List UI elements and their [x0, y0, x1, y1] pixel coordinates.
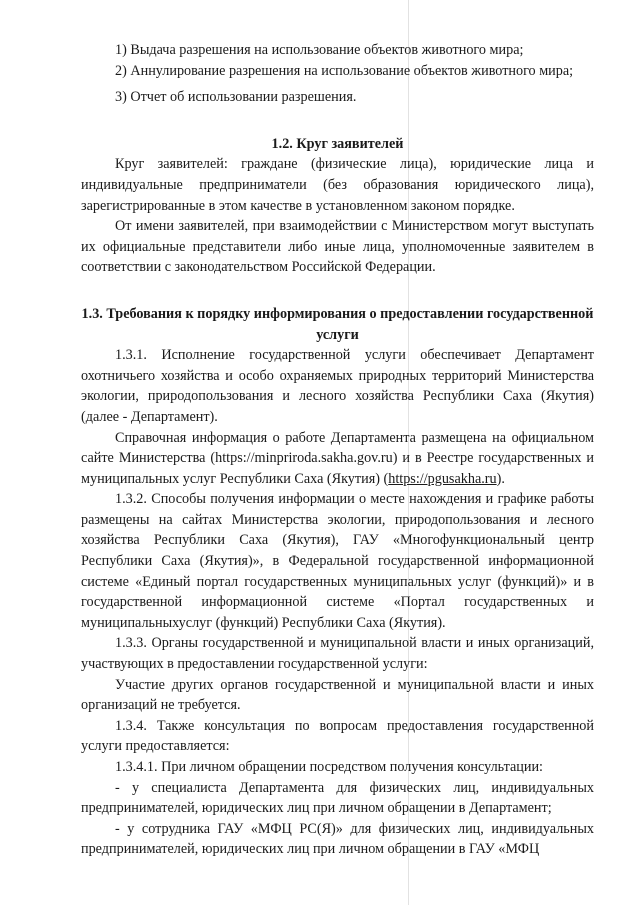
- reference-info-text: Справочная информация о работе Департамента размещена на официальном сайте Министерства (https://minpriroda.sakha.gov.ru) и в Реестре государственных и муниципальных услуг Республики Саха (Якутия) (: [81, 429, 594, 487]
- paragraph-1-3-4: 1.3.4. Также консультация по вопросам предоставления государственной услуги предоставляется:: [81, 717, 594, 755]
- applicants-paragraph: Круг заявителей: граждане (физические лица), юридические лица и индивидуальные предприниматели (без образования юридического лица), зарегистрированные в этом качестве в установленном законом порядке.: [81, 156, 594, 214]
- reference-info-end: ).: [496, 470, 505, 487]
- representatives-paragraph: От имени заявителей, при взаимодействии с Министерством могут выступать их официальные представители либо иные лица, уполномоченные заявителем в соответствии с законодательством Российской Федерации.: [81, 218, 594, 276]
- paragraph-1-3-1: 1.3.1. Исполнение государственной услуги обеспечивает Департамент охотничьего хозяйства и особо охраняемых природных территорий Министерства экологии, природопользования и лесного хозяйства Республики Саха (Якутия) (далее - Департамент).: [81, 347, 594, 425]
- list-item-3: 3) Отчет об использовании разрешения.: [115, 89, 357, 106]
- list-item-1: 1) Выдача разрешения на использование объектов животного мира;: [115, 42, 524, 58]
- section-heading-1-3: 1.3. Требования к порядку информирования о предоставлении государственной услуги: [81, 305, 594, 343]
- paragraph-1-3-3: 1.3.3. Органы государственной и муниципальной власти и иных организаций, участвующих в предоставлении государственной услуги:: [81, 635, 594, 673]
- section-heading-1-2: 1.2. Круг заявителей: [271, 135, 404, 152]
- reference-info-paragraph: [81, 428, 594, 490]
- bullet-mfc-employee: - у сотрудника ГАУ «МФЦ РС(Я)» для физических лиц, индивидуальных предпринимателей, юридических лиц при личном обращении в ГАУ «МФЦ: [81, 820, 594, 858]
- bullet-department-specialist: - у специалиста Департамента для физических лиц, индивидуальных предпринимателей, юридических лиц при личном обращении в Департамент;: [81, 779, 594, 817]
- list-item-2: 2) Аннулирование разрешения на использование объектов животного мира;: [115, 62, 574, 79]
- paragraph-1-3-3-participation: Участие других органов государственной и муниципальной власти и иных организаций не требуется.: [81, 676, 594, 714]
- paragraph-1-3-2: 1.3.2. Способы получения информации о месте нахождения и графике работы размещены на сайтах Министерства экологии, природопользования и лесного хозяйства Республики Саха (Якутия), ГАУ «Многофункциональный центр Республики Саха (Якутия)», в Федеральной государственной информационной системе «Единый портал государственных муниципальных услуг (функций)» и в государственной информационной системе «Портал государственных и муниципальныхуслуг (функций) Республики Саха (Якутия).: [81, 491, 594, 631]
- pgusakha-link[interactable]: https://pgusakha.ru: [388, 470, 497, 487]
- document-page: [81, 40, 594, 860]
- paragraph-1-3-4-1: 1.3.4.1. При личном обращении посредством получения консультации:: [115, 759, 543, 775]
